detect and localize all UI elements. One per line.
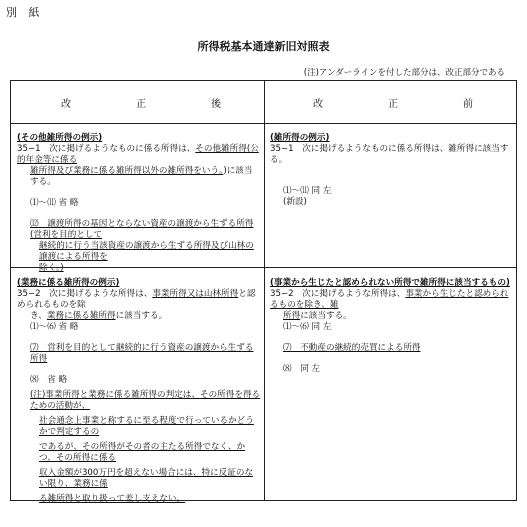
item-text: ⑴〜⑾ 同 左 bbox=[283, 186, 332, 196]
note-text-changed: る雑所得と取り扱って差し支えない。 bbox=[39, 494, 186, 504]
text: 35−1 次に掲げるようなものに係る所得は、 bbox=[17, 144, 196, 154]
header-char: 正 bbox=[388, 98, 398, 110]
text-changed: その他雑所得(公的年金等に係る bbox=[17, 144, 259, 165]
item-text-changed: ⑺ 不動産の継続的売買による所得 bbox=[283, 343, 421, 353]
header-before-revision bbox=[313, 81, 473, 123]
text: 35−2 次に掲げるような所得は、 bbox=[17, 289, 153, 299]
text: 35−1 次に掲げるようなものに係る所得は、雑所得に該当する。 bbox=[270, 144, 509, 165]
text-changed: 業務に係る雑所得 bbox=[46, 311, 116, 321]
item-text-changed: 継続的に行う当該資産の譲渡から生ずる所得及び山林の譲渡による所得を bbox=[39, 241, 254, 262]
item-text: ⑴〜⑹ 省 略 bbox=[30, 322, 79, 332]
text: と認められるものを除 bbox=[17, 289, 256, 310]
note-text-changed: (注)事業所得と業務に係る雑所得の判定は、その所得を得るための活動が、 bbox=[30, 390, 261, 411]
row1-before-cell bbox=[270, 133, 514, 208]
text: き、 bbox=[30, 311, 47, 321]
comparison-table bbox=[10, 80, 517, 504]
section-heading: (業務に係る雑所得の例示) bbox=[17, 278, 120, 288]
row1-after-cell bbox=[17, 133, 261, 274]
item-text-changed: ⑺ 営利を目的として継続的に行う資産の譲渡から生ずる所得 bbox=[30, 343, 254, 364]
item-text: ⑻ 省 略 bbox=[30, 375, 68, 385]
section-heading: (事業から生じたと認められない所得で雑所得に該当するもの) bbox=[270, 278, 510, 288]
document-title: 所得税基本通達新旧対照表 bbox=[197, 40, 330, 53]
header-char: 後 bbox=[211, 98, 221, 110]
row2-after-cell bbox=[17, 278, 261, 505]
row2-before-cell bbox=[270, 278, 514, 375]
text-changed: 事業から生じたと認められるものを除き、 bbox=[270, 289, 509, 310]
attachment-label: 別 紙 bbox=[6, 6, 44, 19]
text: に該当する。 bbox=[300, 311, 352, 321]
item-text-changed: ⑿ 譲渡所得の基因とならない資産の譲渡から生ずる所得(営利を目的として bbox=[30, 219, 254, 240]
header-char: 正 bbox=[136, 98, 146, 110]
header-char: 改 bbox=[313, 98, 323, 110]
text-changed: 所得 bbox=[283, 311, 301, 321]
header-char: 改 bbox=[61, 98, 71, 110]
header-char: 前 bbox=[463, 98, 473, 110]
text: )に該当する。 bbox=[30, 166, 253, 187]
note-text-changed: であるが、その所得がその者の主たる所得でなく、かつ、その所得に係る bbox=[39, 442, 246, 463]
item-text-changed: 除く。) bbox=[39, 263, 64, 273]
header-after-revision bbox=[61, 81, 221, 123]
item-text: ⑴〜⑾ 省 略 bbox=[30, 198, 79, 208]
header-divider bbox=[11, 123, 516, 124]
section-heading: (その他雑所得の例示) bbox=[17, 133, 103, 143]
text: 35−2 次に掲げるような所得は、 bbox=[270, 289, 406, 299]
text-changed: 雑所得及び業務に係る雑所得以外の雑所得をいう。 bbox=[30, 166, 224, 176]
underline-note: (注)アンダーラインを付した部分は、改正部分である bbox=[303, 68, 505, 78]
item-text: ⑻ 同 左 bbox=[283, 364, 321, 374]
text-changed: 事業所得又は山林所得 bbox=[152, 289, 239, 299]
item-text: (新設) bbox=[283, 197, 307, 207]
column-divider bbox=[264, 81, 265, 500]
section-heading: (雑所得の例示) bbox=[270, 133, 330, 143]
note-text-changed: 社会通念上事業と称するに至る程度で行っているかどうかで判定するの bbox=[39, 416, 254, 437]
item-text: ⑴〜⑹ 同 左 bbox=[283, 322, 332, 332]
note-text-changed: 収入金額が300万円を超えない場合には、特に反証のない限り、業務に係 bbox=[39, 468, 254, 489]
text: に該当する。 bbox=[115, 311, 168, 321]
text-changed: 雑 bbox=[329, 300, 339, 310]
